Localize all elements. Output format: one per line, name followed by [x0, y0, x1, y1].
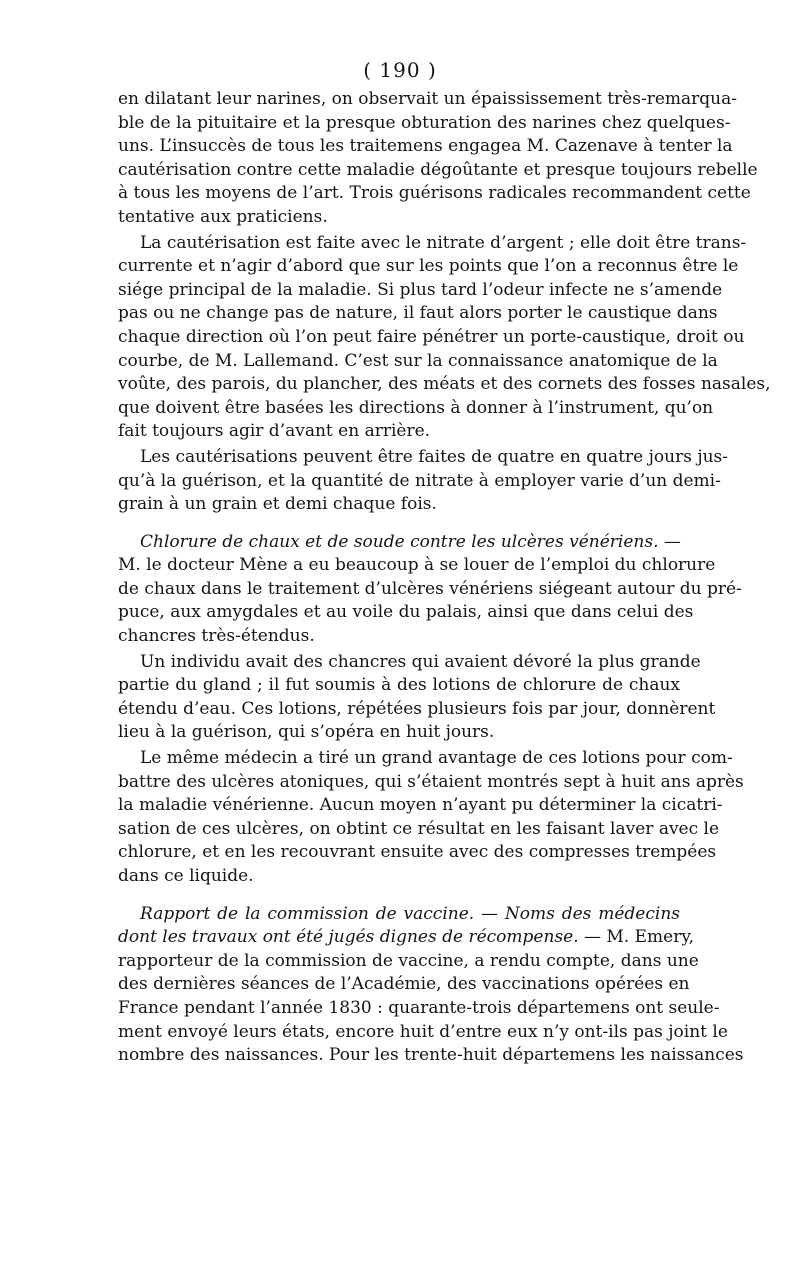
text-line: battre des ulcères atoniques, qui s’étaient montrés sept à huit ans après: [118, 771, 744, 792]
text-line: la maladie vénérienne. Aucun moyen n’ayant pu déterminer la cicatri-: [118, 795, 723, 816]
text-line: pas ou ne change pas de nature, il faut alors porter le caustique dans: [118, 303, 718, 324]
text-line: rapporteur de la commission de vaccine, a rendu compte, dans une: [118, 950, 699, 971]
title-dash: —: [658, 531, 681, 552]
page-number: ( 190 ): [363, 58, 437, 82]
text-line: nombre des naissances. Pour les trente-huit départemens les naissances: [118, 1045, 744, 1066]
text-line: chancres très-étendus.: [118, 626, 315, 647]
text-line: Un individu avait des chancres qui avaient dévoré la plus grande: [140, 651, 701, 672]
text-line: tentative aux praticiens.: [118, 206, 328, 227]
paragraph-rapport: [118, 903, 744, 1068]
text-line: uns. L’insuccès de tous les traitemens engagea M. Cazenave à tenter la: [118, 136, 733, 157]
text-line: chlorure, et en les recouvrant ensuite avec des compresses trempées: [118, 842, 717, 863]
text-line: que doivent être basées les directions à donner à l’instrument, qu’on: [118, 397, 714, 418]
text-line: qu’à la guérison, et la quantité de nitrate à employer varie d’un demi-: [118, 470, 721, 491]
author-lead: — M. Emery,: [578, 927, 695, 948]
text-line: grain à un grain et demi chaque fois.: [118, 494, 437, 515]
body-text: [118, 88, 771, 1068]
text-line: La cautérisation est faite avec le nitrate d’argent ; elle doit être trans-: [140, 232, 747, 253]
text-line: en dilatant leur narines, on observait un épaississement très-remarqua-: [118, 89, 737, 109]
section-title-line-2: [118, 926, 695, 950]
text-line: puce, aux amygdales et au voile du palais, ainsi que dans celui des: [118, 602, 694, 623]
text-line: ment envoyé leurs états, encore huit d’entre eux n’y ont-ils pas joint le: [118, 1021, 728, 1042]
text-line: à tous les moyens de l’art. Trois guérisons radicales recommandent cette: [118, 183, 751, 204]
text-line: lieu à la guérison, qui s’opéra en huit jours.: [118, 722, 495, 743]
section-title-line: [118, 531, 680, 555]
text-line: chaque direction où l’on peut faire pénétrer un porte-caustique, droit ou: [118, 326, 745, 347]
paragraph-5: [118, 651, 716, 745]
text-line: fait toujours agir d’avant en arrière.: [118, 421, 431, 442]
text-line: currente et n’agir d’abord que sur les points que l’on a reconnus être le: [118, 256, 739, 277]
paragraph-6: [118, 747, 744, 889]
text-line: Les cautérisations peuvent être faites de quatre en quatre jours jus-: [140, 446, 729, 467]
text-line: des dernières séances de l’Académie, des vaccinations opérées en: [118, 974, 690, 995]
text-line: Le même médecin a tiré un grand avantage de ces lotions pour com-: [140, 748, 733, 769]
text-line: voûte, des parois, du plancher, des méats et des cornets des fosses nasales,: [118, 374, 771, 395]
text-line: ble de la pituitaire et la presque obturation des narines chez quelques-: [118, 112, 731, 133]
text-line: partie du gland ; il fut soumis à des lotions de chlorure de chaux: [118, 675, 680, 696]
text-line: siége principal de la maladie. Si plus tard l’odeur infecte ne s’amende: [118, 279, 723, 300]
text-line: sation de ces ulcères, on obtint ce résultat en les faisant laver avec le: [118, 818, 720, 839]
paragraph-1: [118, 88, 758, 230]
section-title-chlorure: Chlorure de chaux et de soude contre les ulcères vénériens.: [140, 531, 659, 552]
text-line: étendu d’eau. Ces lotions, répétées plusieurs fois par jour, donnèrent: [118, 698, 716, 719]
paragraph-3: [118, 446, 729, 517]
text-line: M. le docteur Mène a eu beaucoup à se louer de l’emploi du chlorure: [118, 555, 716, 576]
text-line: de chaux dans le traitement d’ulcères vénériens siégeant autour du pré-: [118, 578, 742, 599]
text-line: courbe, de M. Lallemand. C’est sur la connaissance anatomique de la: [118, 350, 718, 371]
text-line: France pendant l’année 1830 : quarante-trois départemens ont seule-: [118, 997, 720, 1018]
section-title-rapport-cont: dont les travaux ont été jugés dignes de récompense.: [118, 927, 579, 948]
text-line: cautérisation contre cette maladie dégoûtante et presque toujours rebelle: [118, 159, 758, 180]
text-line: dans ce liquide.: [118, 866, 254, 886]
section-title-rapport: Rapport de la commission de vaccine. — Noms des médecins: [140, 903, 680, 924]
paragraph-2: [118, 232, 771, 444]
paragraph-chlorure: [118, 531, 742, 649]
